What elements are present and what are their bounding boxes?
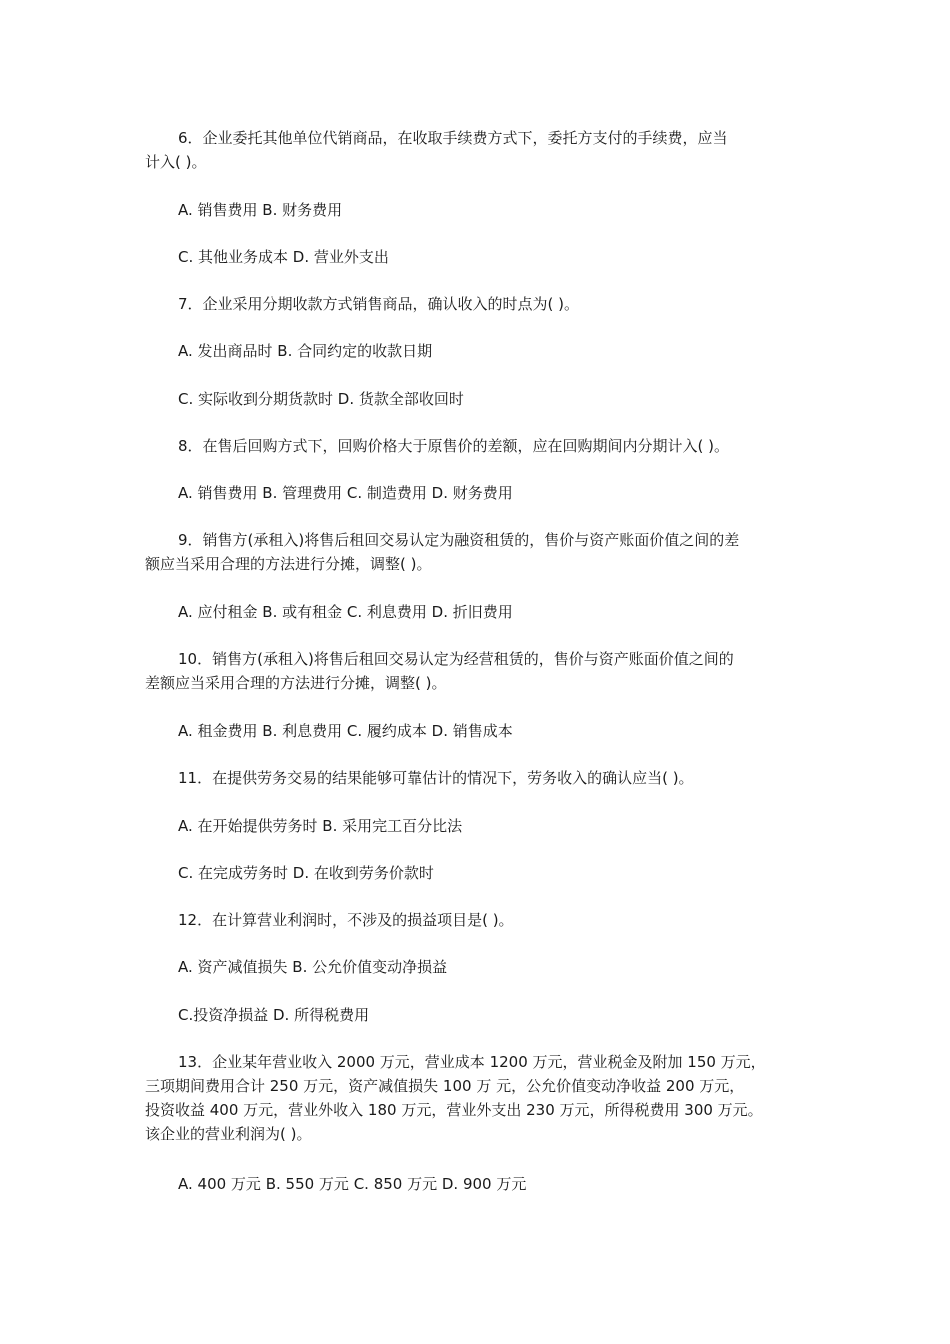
question-12-option-line-2: C.投资净损益 D. 所得税费用: [178, 1006, 370, 1024]
question-10-line-2: 差额应当采用合理的方法进行分摊，调整( )。: [145, 674, 447, 692]
question-10-line-1: 10．销售方(承租入)将售后租回交易认定为经营租赁的，售价与资产账面价值之间的: [178, 650, 734, 668]
question-9-option-line-1: A. 应付租金 B. 或有租金 C. 利息费用 D. 折旧费用: [178, 603, 513, 621]
question-6-stem: [145, 126, 820, 174]
question-7-option-line-2: C. 实际收到分期货款时 D. 货款全部收回时: [178, 390, 464, 408]
question-12-stem: 12．在计算营业利润时，不涉及的损益项目是( )。: [178, 911, 514, 929]
question-11-option-line-1: A. 在开始提供劳务时 B. 采用完工百分比法: [178, 817, 463, 835]
question-8-option-line-1: A. 销售费用 B. 管理费用 C. 制造费用 D. 财务费用: [178, 484, 513, 502]
question-9-line-1: 9．销售方(承租入)将售后租回交易认定为融资租赁的，售价与资产账面价值之间的差: [178, 531, 740, 549]
question-7-stem: 7．企业采用分期收款方式销售商品，确认收入的时点为( )。: [178, 295, 580, 313]
question-11-stem: 11．在提供劳务交易的结果能够可靠估计的情况下，劳务收入的确认应当( )。: [178, 769, 694, 787]
question-13-stem: [145, 1050, 820, 1146]
question-12-option-line-1: A. 资产减值损失 B. 公允价值变动净损益: [178, 958, 448, 976]
question-9-line-2: 额应当采用合理的方法进行分摊，调整( )。: [145, 555, 432, 573]
question-10-stem: [145, 647, 820, 695]
question-6-line-2: 计入( )。: [145, 153, 207, 171]
question-6-option-line-2: C. 其他业务成本 D. 营业外支出: [178, 248, 389, 266]
question-13-line-1: 13．企业某年营业收入 2000 万元，营业成本 1200 万元，营业税金及附加 150 万元，: [178, 1053, 766, 1071]
question-8-stem: 8．在售后回购方式下，回购价格大于原售价的差额，应在回购期间内分期计入( )。: [178, 437, 730, 455]
question-9-stem: [145, 528, 820, 576]
question-13-line-4: 该企业的营业利润为( )。: [145, 1125, 312, 1143]
question-13-line-2: 三项期间费用合计 250 万元，资产减值损失 100 万 元，公允价值变动净收益 200 万元，: [145, 1077, 745, 1095]
question-11-option-line-2: C. 在完成劳务时 D. 在收到劳务价款时: [178, 864, 434, 882]
question-13-option-line-1: A. 400 万元 B. 550 万元 C. 850 万元 D. 900 万元: [178, 1175, 527, 1193]
question-7-option-line-1: A. 发出商品时 B. 合同约定的收款日期: [178, 342, 433, 360]
question-13-line-3: 投资收益 400 万元，营业外收入 180 万元，营业外支出 230 万元，所得税费用 300 万元。: [145, 1101, 763, 1119]
question-6-option-line-1: A. 销售费用 B. 财务费用: [178, 201, 343, 219]
question-10-option-line-1: A. 租金费用 B. 利息费用 C. 履约成本 D. 销售成本: [178, 722, 513, 740]
question-6-line-1: 6．企业委托其他单位代销商品，在收取手续费方式下，委托方支付的手续费，应当: [178, 129, 728, 147]
